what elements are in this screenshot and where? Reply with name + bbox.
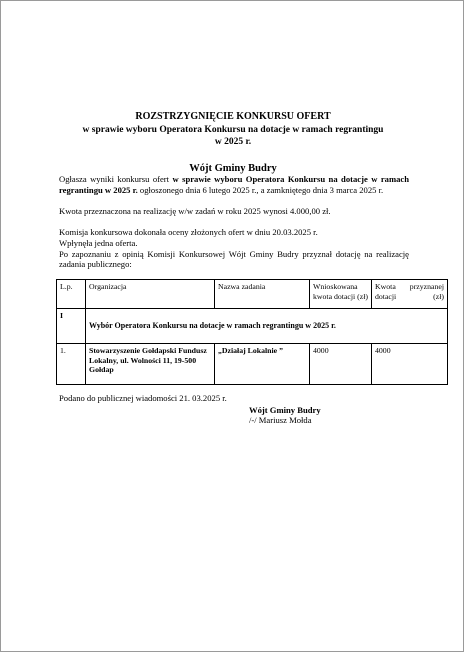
offers-count-line: Wpłynęła jedna oferta. [59, 237, 138, 248]
header-requested-amount: Wnioskowana kwota dotacji (zł) [310, 280, 372, 309]
signature-title: Wójt Gminy Budry [249, 405, 321, 415]
table-header-row [57, 280, 448, 309]
issuer-heading: Wójt Gminy Budry [189, 163, 277, 174]
section-number: I [57, 309, 86, 344]
document-title: ROZSTRZYGNIĘCIE KONKURSU OFERT [135, 111, 331, 122]
section-title: Wybór Operatora Konkursu na dotacje w ramach regrantingu w 2025 r. [86, 309, 448, 344]
offers-table [56, 279, 448, 385]
announcement-paragraph [59, 174, 409, 196]
announcement-dates: ogłoszonego dnia 6 lutego 2025 r., a zamkniętego dnia 3 marca 2025 r. [137, 184, 384, 195]
evaluation-paragraph [59, 227, 409, 270]
publication-date: Podano do publicznej wiadomości 21. 03.2025 r. [59, 393, 227, 403]
document-subtitle: w sprawie wyboru Operatora Konkursu na dotacje w ramach regrantingu [82, 125, 384, 135]
row-granted-amount: 4000 [372, 344, 448, 385]
document-subtitle-year: w 2025 r. [214, 137, 252, 147]
row-organization: Stowarzyszenie Gołdapski Fundusz Lokalny, ul. Wolności 11, 19-500 Gołdap [86, 344, 215, 385]
evaluation-date-line: Komisja konkursowa dokonała oceny złożonych ofert w dniu 20.03.2025 r. [59, 227, 318, 237]
announcement-subject: w sprawie wyboru Operatora Konkursu na dotacje w ramach regrantingu w 2025 r. [59, 174, 409, 195]
header-organization: Organizacja [86, 280, 215, 309]
row-lp: 1. [57, 344, 86, 385]
table-section-row [57, 309, 448, 344]
grant-decision-line: Po zapoznaniu z opinią Komisji Konkursowej Wójt Gminy Budry przyznał dotację na realizację zadania publicznego: [59, 248, 409, 270]
header-granted-amount: Kwota przyznanej dotacji (zł) [372, 280, 448, 309]
signature-name: /-/ Mariusz Mołda [249, 415, 312, 425]
row-requested-amount: 4000 [310, 344, 372, 385]
row-task-name: „Działaj Lokalnie ” [215, 344, 310, 385]
header-task-name: Nazwa zadania [215, 280, 310, 309]
header-lp: L.p. [57, 280, 86, 309]
table-row [57, 344, 448, 385]
announcement-intro: Ogłasza wyniki konkursu ofert [59, 174, 173, 184]
amount-paragraph: Kwota przeznaczona na realizację w/w zadań w roku 2025 wynosi 4.000,00 zł. [59, 206, 331, 216]
